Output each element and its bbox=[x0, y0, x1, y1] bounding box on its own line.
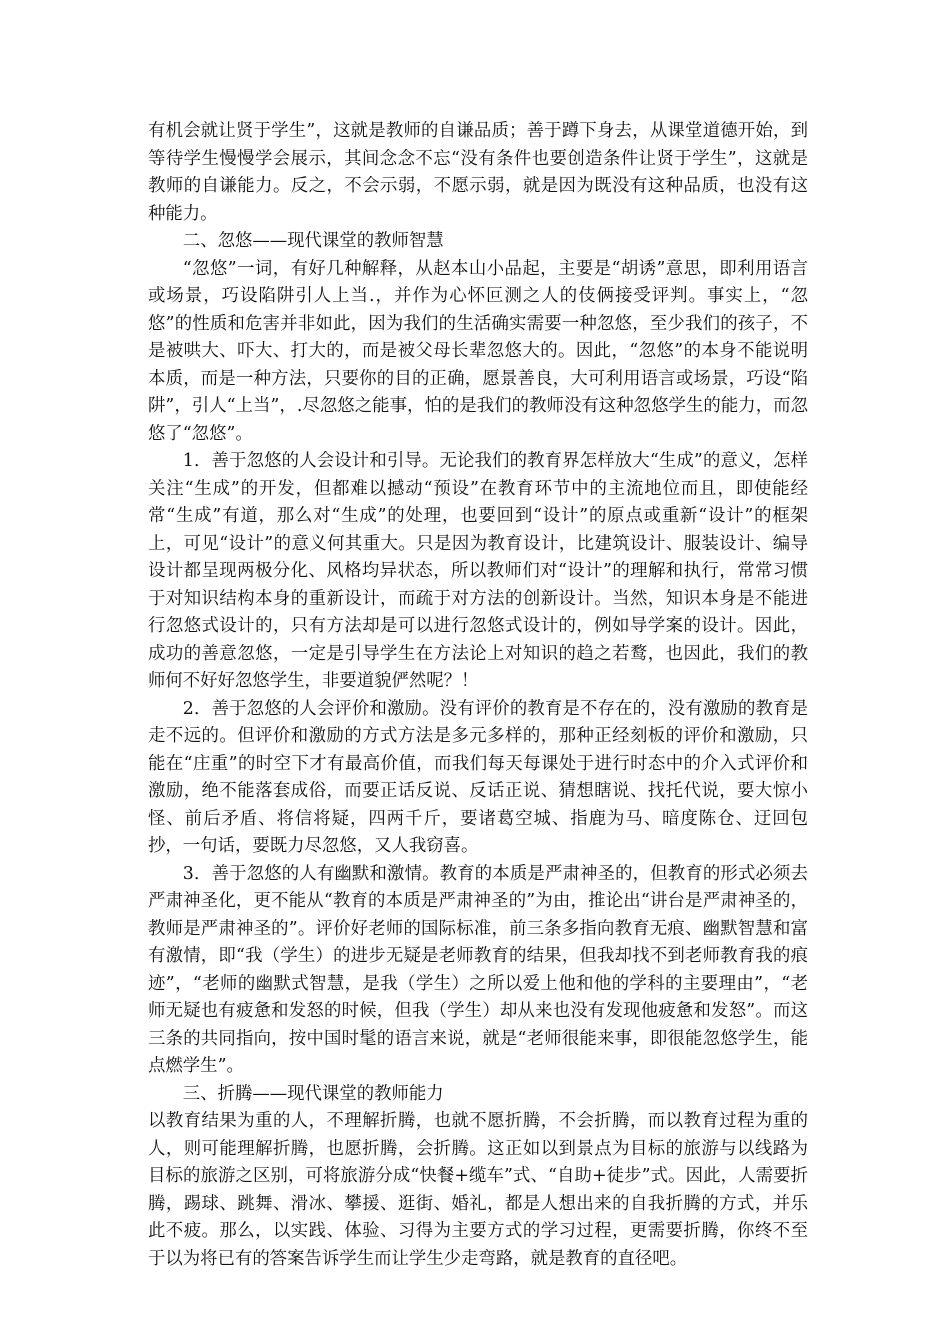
section-heading-2: 二、忽悠——现代课堂的教师智慧 bbox=[182, 231, 444, 251]
paragraph-continuation: 有机会就让贤于学生”，这就是教师的自谦品质；善于蹲下身去，从课堂道德开始，到等待学生慢慢学会展示，其间念念不忘“没有条件也要创造条件让贤于学生”，这就是教师的自谦能力。反之，不会示弱，不愿示弱，就是因为既没有这种品质，也没有这种能力。 bbox=[148, 121, 808, 224]
paragraph-zheteng: 以教育结果为重的人，不理解折腾，也就不愿折腾，不会折腾，而以教育过程为重的人，则可能理解折腾，也愿折腾，会折腾。这正如以到景点为目标的旅游与以线路为目标的旅游之区别，可将旅游分成“快餐+缆车”式、“自助+徒步”式。因此，人需要折腾，踢球、跳舞、滑冰、攀援、逛街、婚礼，都是人想出来的自我折腾的方式，并乐此不疲。那么，以实践、体验、习得为主要方式的学习过程，更需要折腾，你终不至于以为将已有的答案告诉学生而让学生少走弯路，就是教育的直径吧。 bbox=[148, 1111, 808, 1269]
paragraph-point-2: 2．善于忽悠的人会评价和激励。没有评价的教育是不存在的，没有激励的教育是走不远的。但评价和激励的方式方法是多元多样的，那种正经刻板的评价和激励，只能在“庄重”的时空下才有最高价值，而我们每天每课处于进行时态中的介入式评价和激励，绝不能落套成俗，而要正话反说、反话正说、猜想瞎说、找托代说，要大惊小怪、前后矛盾、将信将疑，四两千斤，要诸葛空城、指鹿为马、暗度陈仓、迂回包抄，一句话，要既力尽忽悠，又人我窃喜。 bbox=[148, 698, 808, 856]
paragraph-point-1: 1．善于忽悠的人会设计和引导。无论我们的教育界怎样放大“生成”的意义，怎样关注“生成”的开发，但都难以撼动“预设”在教育环节中的主流地位而且，即使能经常“生成”有道，那么对“生成”的处理，也要回到“设计”的原点或重新“设计”的框架上，可见“设计”的意义何其重大。只是因为教育设计，比建筑设计、服装设计、编导设计都呈现两极分化、风格均异状态，所以教师们对“设计”的理解和执行，常常习惯于对知识结构本身的重新设计，而疏于对方法的创新设计。当然，知识本身是不能进行忽悠式设计的，只有方法却是可以进行忽悠式设计的，例如导学案的设计。因此，成功的善意忽悠，一定是引导学生在方法论上对知识的趋之若鹜，也因此，我们的教师何不好好忽悠学生，非要道貌俨然呢？！ bbox=[148, 451, 808, 691]
article-body bbox=[148, 118, 808, 1273]
paragraph-huyou-intro: “忽悠”一词，有好几种解释，从赵本山小品起，主要是“胡诱”意思，即利用语言或场景，巧设陷阱引人上当.，并作为心怀叵测之人的伎俩接受评判。事实上，“忽悠”的性质和危害并非如此，因为我们的生活确实需要一种忽悠，至少我们的孩子，不是被哄大、吓大、打大的，而是被父母长辈忽悠大的。因此，“忽悠”的本身不能说明本质，而是一种方法，只要你的目的正确，愿景善良，大可利用语言或场景，巧设“陷阱”，引人“上当”，.尽忽悠之能事，怕的是我们的教师没有这种忽悠学生的能力，而忽悠了“忽悠”。 bbox=[148, 258, 808, 444]
section-heading-3: 三、折腾——现代课堂的教师能力 bbox=[182, 1083, 444, 1104]
paragraph-point-3: 3．善于忽悠的人有幽默和激情。教育的本质是严肃神圣的，但教育的形式必须去严肃神圣化，更不能从“教育的本质是严肃神圣的”为由，推论出“讲台是严肃神圣的，教师是严肃神圣的”。评价好老师的国际标准，前三条多指向教育无痕、幽默智慧和富有激情，即“我（学生）的进步无疑是老师教育的结果，但我却找不到老师教育我的痕迹”，“老师的幽默式智慧，是我（学生）之所以爱上他和他的学科的主要理由”，“老师无疑也有疲惫和发怒的时候，但我（学生）却从来也没有发现他疲惫和发怒”。而这三条的共同指向，按中国时髦的语言来说，就是“老师很能来事，即很能忽悠学生，能点燃学生”。 bbox=[148, 863, 808, 1076]
